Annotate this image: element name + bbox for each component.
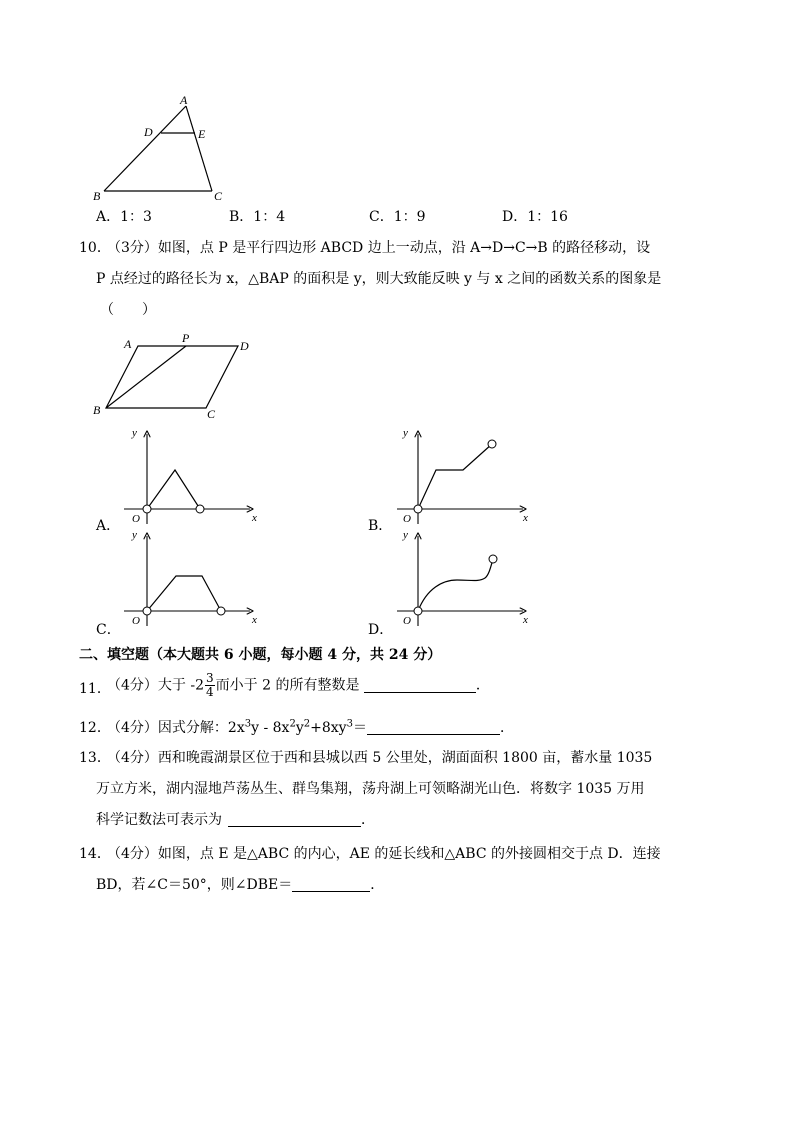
q10-option-b[interactable]: B． [368, 518, 393, 534]
label-c: C [207, 407, 216, 421]
svg-text:x: x [252, 614, 257, 626]
q9-option-b[interactable]: B．1：4 [229, 209, 286, 225]
q10-number: 10． [79, 240, 111, 256]
q10-line3: （ ） [100, 302, 156, 318]
label-a: A [124, 337, 132, 351]
svg-text:O: O [132, 615, 140, 627]
graph-c[interactable] [118, 528, 268, 632]
label-b: B [93, 403, 101, 417]
label-e: E [198, 127, 206, 141]
q13-answer-blank[interactable] [228, 812, 361, 827]
q10-line2: P 点经过的路径长为 x，△BAP 的面积是 y，则大致能反映 y 与 x 之间的函数关系的图象是 [96, 271, 662, 287]
q12-text: （4分）因式分解：$2x^3y - 8x^2y^2+8xy^3=$ ． [107, 718, 514, 736]
q11-fraction: $\frac{3}{4}$ [206, 671, 214, 699]
q13-line3: 科学记数法可表示为 ． [96, 812, 375, 828]
q10-option-c[interactable]: C． [96, 622, 121, 638]
graph-d[interactable] [391, 528, 541, 632]
label-a: A [180, 93, 188, 107]
svg-text:O: O [403, 513, 411, 525]
q13-line2: 万立方米，湖内湿地芦荡丛生、群鸟集翔，荡舟湖上可领略湖光山色．将数字 1035 万用 [96, 781, 645, 797]
svg-text:O: O [132, 513, 140, 525]
q10-option-a[interactable]: A． [96, 518, 121, 534]
svg-text:y: y [132, 529, 137, 541]
parallelogram-figure [90, 330, 260, 422]
label-p: P [182, 331, 190, 345]
q13-line1: （4分）西和晚霞湖景区位于西和县城以西 5 公里处，湖面面积 1800 亩，蓄水量 1035 [107, 750, 653, 766]
q13-number: 13． [79, 750, 111, 766]
svg-text:y: y [403, 427, 408, 439]
svg-text:x: x [523, 512, 528, 524]
graph-a[interactable] [118, 424, 268, 528]
q9-option-d[interactable]: D．1：16 [502, 209, 568, 225]
q9-option-c[interactable]: C．1：9 [369, 209, 426, 225]
label-b: B [93, 189, 101, 203]
q11-text: （4分）大于 -2 $\frac{3}{4}$ 而小于 2 的所有整数是 ． [107, 671, 490, 699]
q10-option-d[interactable]: D． [368, 622, 394, 638]
q12-answer-blank[interactable] [367, 720, 500, 735]
graph-b[interactable] [391, 424, 541, 528]
label-c: C [214, 189, 223, 203]
q11-number: 11． [79, 681, 111, 697]
q14-number: 14． [79, 846, 111, 862]
q14-line2: BD，若∠C＝50°，则∠DBE＝ ． [96, 877, 385, 893]
svg-text:x: x [252, 512, 257, 524]
q9-option-a[interactable]: A．1：3 [96, 209, 152, 225]
label-d: D [144, 125, 153, 139]
label-d: D [240, 339, 249, 353]
q14-answer-blank[interactable] [292, 877, 370, 892]
svg-text:x: x [523, 614, 528, 626]
svg-text:y: y [403, 529, 408, 541]
svg-text:y: y [132, 427, 137, 439]
q11-answer-blank[interactable] [364, 678, 476, 693]
section-heading: 二、填空题（本大题共 6 小题，每小题 4 分，共 24 分） [79, 647, 442, 663]
q14-line1: （4分）如图，点 E 是△ABC 的内心，AE 的延长线和△ABC 的外接圆相交于点 D．连接 [107, 846, 661, 862]
q10-line1: （3分）如图，点 P 是平行四边形 ABCD 边上一动点，沿 A→D→C→B 的路径移动，设 [107, 240, 651, 256]
svg-text:O: O [403, 615, 411, 627]
q12-number: 12． [79, 720, 111, 736]
triangle-figure [90, 92, 240, 204]
